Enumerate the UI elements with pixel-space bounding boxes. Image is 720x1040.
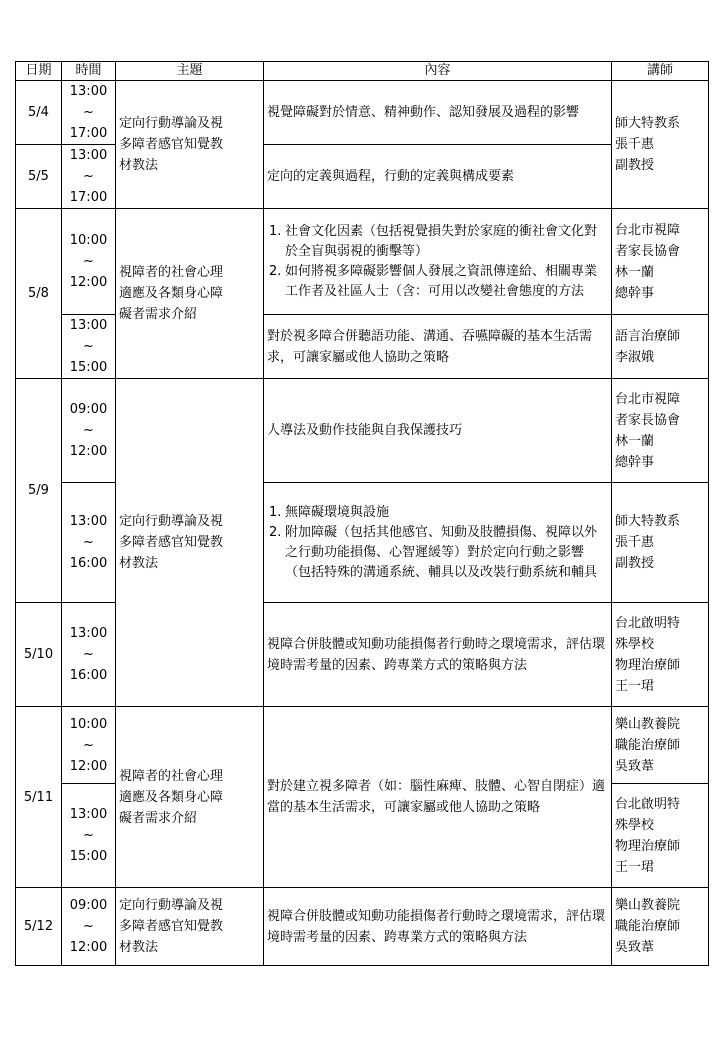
time-end: 15:00 [69,360,108,375]
time-start: 13:00 [69,84,108,99]
time-end: 12:00 [69,940,108,955]
time-end: 17:00 [69,190,108,205]
lecturer-line: 台北啟明特 [615,615,681,631]
content-list [267,503,608,583]
topic-line: 視障者的社會心理 [119,768,224,784]
lecturer-line: 語言治療師 [615,328,681,344]
topic-line: 材教法 [119,158,159,173]
lecturer-line: 張千惠 [615,535,655,550]
time-cell [62,209,116,315]
time-tilde: ~ [83,423,94,438]
time-cell [62,81,116,145]
lecturer-line: 李淑娥 [615,349,655,365]
content-cell: 定向的定義與過程，行動的定義與構成要素 [264,145,612,209]
table-row [16,888,709,966]
time-start: 13:00 [69,626,108,641]
lecturer-line: 副教授 [615,556,655,571]
lecturer-line: 台北啟明特 [615,796,681,812]
topic-line: 礙者需求介紹 [119,810,198,826]
time-end: 12:00 [69,275,108,290]
topic-line: 多障者感官知覺教 [119,919,224,934]
time-cell [62,707,116,784]
time-tilde: ~ [83,254,94,269]
lecturer-line: 林一蘭 [615,264,655,280]
lecturer-cell [612,784,709,888]
table-row [16,209,709,315]
lecturer-line: 師大特教系 [615,514,681,529]
content-cell: 視障合併肢體或知動功能損傷者行動時之環境需求，評估環境時需考量的因素、跨專業方式的策略與方法 [264,888,612,966]
time-cell [62,888,116,966]
topic-line: 多障者感官知覺教 [119,137,224,152]
lecturer-cell [612,315,709,379]
lecturer-line: 吳致葦 [615,940,655,955]
lecturer-line: 張千惠 [615,137,655,152]
lecturer-line: 樂山教養院 [615,898,681,913]
time-end: 16:00 [69,556,108,571]
lecturer-line: 職能治療師 [615,919,681,934]
date-cell: 5/5 [16,145,62,209]
lecturer-line: 王一珺 [615,859,655,875]
lecturer-line: 樂山教養院 [615,716,681,732]
content-cell: 對於建立視多障者（如：腦性麻痺、肢體、心智自閉症）適當的基本生活需求，可讓家屬或他人協助之策略 [264,707,612,888]
time-end: 12:00 [69,758,108,774]
topic-line: 適應及各類身心障 [119,286,224,301]
time-tilde: ~ [83,828,94,843]
time-end: 12:00 [69,444,108,459]
lecturer-line: 者家長協會 [615,243,681,259]
topic-cell [116,209,264,379]
header-content: 內容 [264,62,612,81]
content-cell [264,483,612,603]
item-text: 社會文化因素（包括視覺損失對於家庭的衝社會文化對於全盲與弱視的衝擊等） [285,223,598,259]
time-cell [62,483,116,603]
time-start: 09:00 [69,402,108,417]
content-cell: 視障合併肢體或知動功能損傷者行動時之環境需求，評估環境時需考量的因素、跨專業方式的策略與方法 [264,603,612,707]
time-tilde: ~ [83,169,94,184]
lecturer-line: 殊學校 [615,636,655,652]
time-cell [62,145,116,209]
date-cell: 5/8 [16,209,62,379]
time-start: 13:00 [69,807,108,822]
lecturer-line: 王一珺 [615,678,655,694]
time-start: 13:00 [69,514,108,529]
header-time: 時間 [62,62,116,81]
lecturer-line: 台北市視障 [615,391,681,407]
topic-line: 定向行動導論及視 [119,898,224,913]
time-tilde: ~ [83,339,94,354]
topic-line: 材教法 [119,556,159,571]
content-list [267,222,608,302]
lecturer-cell [612,483,709,603]
date-cell: 5/11 [16,707,62,888]
time-tilde: ~ [83,737,94,753]
list-item [267,523,608,583]
lecturer-line: 副教授 [615,158,655,173]
topic-cell [116,707,264,888]
topic-line: 多障者感官知覺教 [119,535,224,550]
lecturer-line: 物理治療師 [615,657,681,673]
lecturer-cell [612,888,709,966]
list-item [267,222,608,262]
topic-cell [116,379,264,707]
lecturer-cell [612,707,709,784]
item-number: 1. [269,223,282,239]
time-cell [62,315,116,379]
table-row [16,707,709,784]
schedule-table [15,61,709,966]
time-cell [62,379,116,483]
table-row [16,81,709,145]
lecturer-line: 總幹事 [615,454,655,470]
list-item [267,262,608,302]
header-topic: 主題 [116,62,264,81]
topic-line: 材教法 [119,940,159,955]
time-start: 13:00 [69,318,108,333]
lecturer-line: 吳致葦 [615,758,655,774]
lecturer-line: 台北市視障 [615,222,681,238]
lecturer-cell [612,603,709,707]
date-cell: 5/12 [16,888,62,966]
lecturer-line: 物理治療師 [615,838,681,854]
topic-cell [116,81,264,209]
time-cell [62,603,116,707]
item-text: 無障礙環境與設施 [285,504,390,520]
content-cell: 視覺障礙對於情意、精神動作、認知發展及過程的影響 [264,81,612,145]
time-start: 10:00 [69,716,108,732]
time-tilde: ~ [83,535,94,550]
item-text: 附加障礙（包括其他感官、知動及肢體損傷、視障以外之行動功能損傷、心智遲緩等）對於定向行動之影響（包括特殊的溝通系統、輔具以及改裝行動系統和輔具 [285,524,598,580]
topic-line: 定向行動導論及視 [119,116,224,131]
header-lecturer: 講師 [612,62,709,81]
date-cell: 5/9 [16,379,62,603]
content-cell: 對於視多障合併聽語功能、溝通、吞嚥障礙的基本生活需求，可讓家屬或他人協助之策略 [264,315,612,379]
topic-cell [116,888,264,966]
lecturer-cell [612,379,709,483]
topic-line: 定向行動導論及視 [119,514,224,529]
date-cell: 5/10 [16,603,62,707]
item-number: 2. [269,263,282,279]
item-text: 如何將視多障礙影響個人發展之資訊傳達給、相關專業工作者及社區人士（含：可用以改變社會態度的方法 [285,263,598,299]
time-start: 13:00 [69,148,108,163]
header-date: 日期 [16,62,62,81]
time-end: 16:00 [69,668,108,683]
list-item [267,503,608,523]
time-end: 17:00 [69,126,108,141]
lecturer-line: 師大特教系 [615,116,681,131]
time-start: 10:00 [69,233,108,248]
item-number: 1. [269,504,282,520]
content-cell [264,209,612,315]
lecturer-line: 殊學校 [615,817,655,833]
lecturer-line: 總幹事 [615,285,655,301]
lecturer-cell [612,209,709,315]
time-start: 09:00 [69,898,108,913]
content-cell: 人導法及動作技能與自我保護技巧 [264,379,612,483]
time-end: 15:00 [69,849,108,864]
lecturer-line: 職能治療師 [615,737,681,753]
topic-line: 適應及各類身心障 [119,789,224,805]
lecturer-line: 林一蘭 [615,433,655,449]
time-tilde: ~ [83,919,94,934]
lecturer-line: 者家長協會 [615,412,681,428]
topic-line: 礙者需求介紹 [119,307,198,322]
time-tilde: ~ [83,105,94,120]
date-cell: 5/4 [16,81,62,145]
table-row [16,379,709,483]
time-cell [62,784,116,888]
header-row [16,62,709,81]
lecturer-cell [612,81,709,209]
topic-line: 視障者的社會心理 [119,265,224,280]
time-tilde: ~ [83,647,94,662]
item-number: 2. [269,524,282,540]
